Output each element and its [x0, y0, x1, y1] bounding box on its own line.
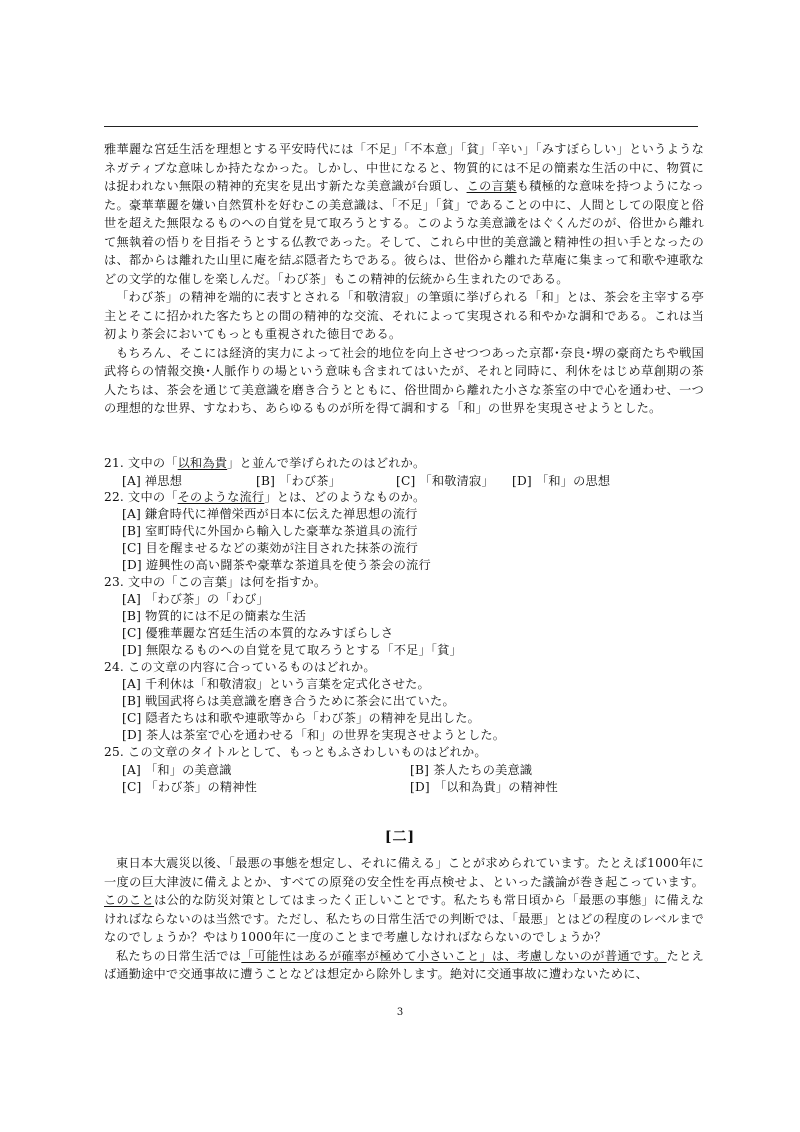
option-c: [C] 「わび茶」の精神性: [122, 780, 257, 794]
passage-text: は公的な防災対策としてはまったく正しいことです。私たちも常日頃から「最悪の事態」に備えなければならないのは当然です。ただし、私たちの日常生活での判断では、「最悪」とはどの程度のレベルまでなのでしょうか？やはり1000年に一度のことまで考慮しなければならないのでしょうか？: [104, 893, 704, 944]
question-24: 24. この文章の内容に合っているものはどれか。: [104, 660, 376, 674]
passage-2-paragraph-1: [104, 854, 704, 947]
option-b: [B] 戦国武将らは美意識を磨き合うために茶会に出ていた。: [122, 694, 455, 708]
option-b: [B] 茶人たちの美意識: [410, 763, 533, 777]
top-rule: [104, 126, 698, 127]
section-2-heading: [二]: [384, 829, 416, 845]
option-b: [B] 「わび茶」: [256, 474, 342, 488]
question-25: 25. この文章のタイトルとして、もっともふさわしいものはどれか。: [104, 745, 487, 759]
question-text: 」と並んで挙げられたのはどれか。: [227, 456, 426, 470]
question-23: 23. 文中の「この言葉」は何を指すか。: [104, 575, 327, 589]
question-text: 21. 文中の「: [104, 456, 178, 470]
option-d: [D] 「以和為貴」の精神性: [410, 780, 558, 794]
passage-text: 雅華麗な宮廷生活を理想とする平安時代には「不足」「不本意」「貧」「辛い」「みすぼらしい」というようなネガティブな意味しか持たなかった。しかし、中世になると、物質的には不足の簡素な生活の中に、物質には捉われない無限の精神的充実を見出す新たな美意識が台頭し、: [104, 142, 704, 193]
passage-2: [104, 854, 704, 984]
passage-text: たとえば通勤途中で交通事故に遭うことなどは想定から除外します。絶対に交通事故に遭わないために、: [104, 948, 704, 981]
passage-1-paragraph-3: もちろん、そこには経済的実力によって社会的地位を向上させつつあった京都･奈良･堺の豪商たちや戦国武将らの情報交換･人脈作りの場という意味も含まれてはいたが、それと同時に、利休をはじめ草創期の茶人たちは、茶会を通じて美意識を磨き合うとともに、俗世間から離れた小さな茶室の中で心を通わせ、一つの理想的な世界、すなわち、あらゆるものが所を得て調和する「和」の世界を実現させようとした。: [104, 345, 704, 415]
option-d: [D] 遊興性の高い闘茶や豪華な茶道具を使う茶会の流行: [122, 558, 431, 572]
option-d: [D] 茶人は茶室で心を通わせる「和」の世界を実現させようとした。: [122, 728, 506, 742]
option-a: [A] 鎌倉時代に禅僧栄西が日本に伝えた禅思想の流行: [122, 507, 418, 521]
passage-text: も積極的な意味を持つようになった。豪華華麗を嫌い自然質朴を好むこの美意識は、「不足」「貧」であることの中に、人間としての限度と俗世を超えた無限なるものへの自覚を見て取ろうとする。このような美意識をはぐくんだのが、俗世から離れて無執着の悟りを目指そうとする仏教であった。そして、これら中世的美意識と精神性の担い手となったのは、都からは離れた山里に庵を結ぶ隠者たちである。彼らは、世俗から離れた草庵に集まって和歌や連歌などの文学的な催しを楽しんだ。「わび茶」もこの精神的伝統から生まれたのである。: [104, 179, 704, 286]
passage-1-paragraph-1: [104, 140, 704, 288]
question-22: [104, 489, 704, 506]
underlined-sentence: 「可能性はあるが確率が極めて小さいこと」は、考慮しないのが普通です。: [241, 948, 667, 963]
passage-text: 東日本大震災以後、「最悪の事態を想定し、それに備える」ことが求められています。たとえば1000年に一度の巨大津波に備えよとか、すべての原発の安全性を再点検せよ、といった議論が巻き起こっています。: [104, 856, 704, 889]
option-c: [C] 「和敬清寂」: [396, 474, 494, 488]
option-a: [A] 千利休は「和敬清寂」という言葉を定式化させた。: [122, 677, 430, 691]
option-b: [B] 物質的には不足の簡素な生活: [122, 609, 307, 623]
option-d: [D] 「和」の思想: [512, 474, 611, 488]
question-list: [104, 455, 704, 795]
passage-1: [104, 140, 704, 418]
underlined-term: 以和為貴: [177, 456, 228, 470]
question-25-options-row-1: [104, 761, 704, 778]
option-c: [C] 隠者たちは和歌や連歌等から「わび茶」の精神を見出した。: [122, 711, 480, 725]
page-number: 3: [396, 1007, 404, 1018]
question-25-options-row-2: [104, 778, 704, 795]
passage-text: 私たちの日常生活では: [116, 948, 242, 963]
option-c: [C] 目を醒ませるなどの薬効が注目された抹茶の流行: [122, 541, 419, 555]
option-b: [B] 室町時代に外国から輸入した豪華な茶道具の流行: [122, 524, 418, 538]
question-text: 」とは、どのようなものか。: [264, 490, 426, 504]
option-c: [C] 優雅華麗な宮廷生活の本質的なみすぼらしさ: [122, 626, 394, 640]
option-a: [A] 禅思想: [122, 474, 183, 488]
passage-2-paragraph-2: [104, 947, 704, 984]
underlined-phrase-this-word: この言葉: [466, 179, 517, 193]
question-21: [104, 455, 704, 472]
underlined-term: そのような流行: [177, 490, 265, 504]
option-d: [D] 無限なるものへの自覚を見て取ろうとする「不足」「貧」: [122, 643, 462, 657]
option-a: [A] 「わび茶」の「わび」: [122, 592, 269, 606]
question-text: 22. 文中の「: [104, 490, 178, 504]
option-a: [A] 「和」の美意識: [122, 763, 232, 777]
underlined-phrase-this-thing: このこと: [104, 893, 155, 907]
passage-1-paragraph-2: 「わび茶」の精神を端的に表すとされる「和敬清寂」の筆頭に挙げられる「和」とは、茶会を主宰する亭主とそこに招かれた客たちとの間の精神的な交流、それによって実現される和やかな調和である。これは当初より茶会においてもっとも重視された徳目である。: [104, 290, 704, 341]
question-21-options: [104, 472, 704, 489]
